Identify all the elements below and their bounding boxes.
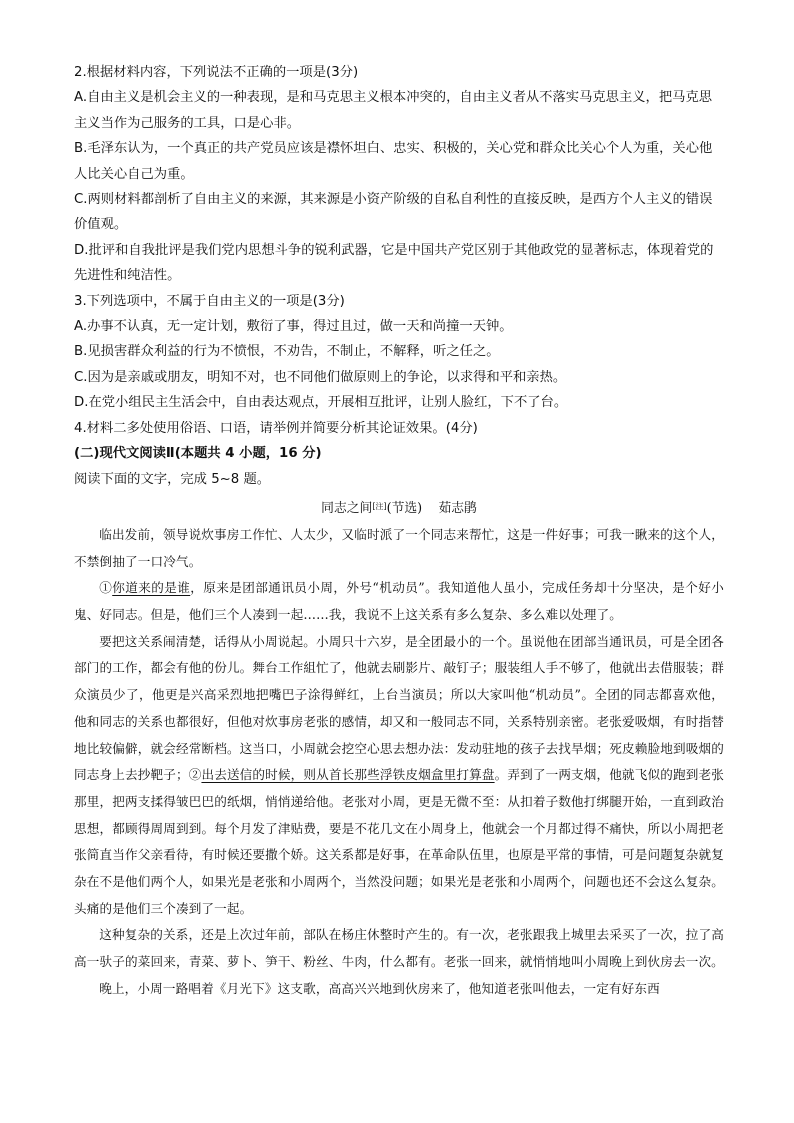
question-3-stem: 3.下列选项中，不属于自由主义的一项是(3分) <box>74 293 345 309</box>
article-paragraph-4: 这种复杂的关系，还是上次过年前，部队在杨庄休整时产生的。有一次，老张跟我上城里去采买了一次，拉了高高一驮子的菜回来，青菜、萝卜、笋干、粉丝、牛肉，什么都有。老张一回来，就悄悄地叫小周晚上到伙房去一次。 <box>74 927 724 970</box>
question-2-option-b: B.毛泽东认为，一个真正的共产党员应该是襟怀坦白、忠实、积极的，关心党和群众比关心个人为重，关心他人比关心自己为重。 <box>74 141 713 182</box>
article-paragraph-5: 晚上，小周一路唱着《月光下》这支歌，高高兴兴地到伙房来了，他知道老张叫他去，一定有好东西 <box>99 980 660 996</box>
section-instruction: 阅读下面的文字，完成 5~8 题。 <box>74 471 271 487</box>
article-paragraph-2 <box>74 575 724 628</box>
question-3-option-c: C.因为是亲戚或朋友，明知不对，也不同他们做原则上的争论，以求得和平和亲热。 <box>74 369 567 385</box>
article-paragraph-1: 临出发前，领导说炊事房工作忙、人太少，又临时派了一个同志来帮忙，这是一件好事；可我一瞅来的这个人，不禁倒抽了一口冷气。 <box>74 526 724 569</box>
paragraph-3-text-b: 。弄到了一两支烟，他就飞似的跑到老张那里，把两支揉得皱巴巴的纸烟，悄悄递给他。老张对小周，更是无微不至：从扣着子数他打绑腿开始，一直到政治思想，都顾得周周到到。每个月发了津贴费，要是不花几文在小周身上，他就会一个月都过得不痛快，所以小周把老张简直当作父亲看待，有时候还要撒个娇。这关系都是好事，在革命队伍里，也原是平常的事情，可是问题复杂就复杂在不是他们两个人，如果光是老张和小周两个，当然没问题；如果光是老张和小周两个，问题也还不会这么复杂。头痛的是他们三个凑到了一起。 <box>74 767 724 916</box>
paragraph-2-text: ，原来是团部通讯员小周，外号“机动员”。我知道他人虽小，完成任务却十分坚决，是个好小鬼、好同志。但是，他们三个人凑到一起……我，我说不上这关系有多么复杂、多么难以处理了。 <box>74 580 724 623</box>
marker-1: ① <box>99 580 113 596</box>
question-2-option-a: A.自由主义是机会主义的一种表现，是和马克思主义根本冲突的，自由主义者从不落实马克思主义，把马克思主义当作为己服务的工具，口是心非。 <box>74 90 713 131</box>
marker-2: ② <box>188 767 202 783</box>
article-subtitle: (节选) <box>386 500 423 516</box>
question-3-option-b: B.见损害群众利益的行为不愤恨，不劝告，不制止，不解释，听之任之。 <box>74 344 500 360</box>
question-4-stem: 4.材料二多处使用俗语、口语，请举例并简要分析其论证效果。(4分) <box>74 420 478 436</box>
paragraph-3-text-a: 要把这关系闹清楚，话得从小周说起。小周只十六岁，是全团最小的一个。虽说他在团部当通讯员，可是全团各部门的工作，都会有他的份儿。舞台工作組忙了，他就去刷影片、敲钉子；服装组人手不够了，他就出去借服装；群众演员少了，他更是兴高采烈地把嘴巴子涂得鲜红，上台当演员；所以大家叫他“机动员”。全团的同志都喜欢他，他和同志的关系也都很好，但他对炊事房老张的感情，却又和一般同志不同，关系特别亲密。老张爱吸烟，有时指替地比较偏僻，就会经常断档。这当口，小周就会挖空心思去想办法：发动驻地的孩子去找旱烟；死皮赖脸地到吸烟的同志身上去抄靶子； <box>74 633 724 783</box>
underlined-sentence-1: 你道来的是谁 <box>112 580 191 596</box>
question-2-option-c: C.两则材料都剖析了自由主义的来源，其来源是小资产阶级的自私自利性的直接反映，是西方个人主义的错误价值观。 <box>74 192 713 233</box>
footnote-mark: [注] <box>372 501 387 511</box>
question-2-option-d: D.批评和自我批评是我们党内思想斗争的锐利武器，它是中国共产党区别于其他政党的显著标志，体现着党的先进性和纯洁性。 <box>74 242 714 284</box>
exam-page <box>74 60 724 1003</box>
question-3-option-d: D.在党小组民主生活会中，自由表达观点，开展相互批评，让别人脸红，下不了台。 <box>74 395 568 411</box>
section-heading: (二)现代文阅读Ⅱ(本题共 4 小题，16 分) <box>74 446 322 462</box>
article-paragraph-3 <box>74 629 724 923</box>
article-title-line <box>74 496 724 522</box>
underlined-sentence-2: 出去送信的时候，则从首长那些浮铁皮烟盒里打算盘 <box>201 767 495 783</box>
article-author: 茹志鹃 <box>438 500 477 516</box>
article-title: 同志之间 <box>321 500 373 516</box>
question-2-stem: 2.根据材料内容，下列说法不正确的一项是(3分) <box>74 65 359 80</box>
question-3-option-a: A.办事不认真，无一定计划，敷衍了事，得过且过，做一天和尚撞一天钟。 <box>74 319 513 335</box>
